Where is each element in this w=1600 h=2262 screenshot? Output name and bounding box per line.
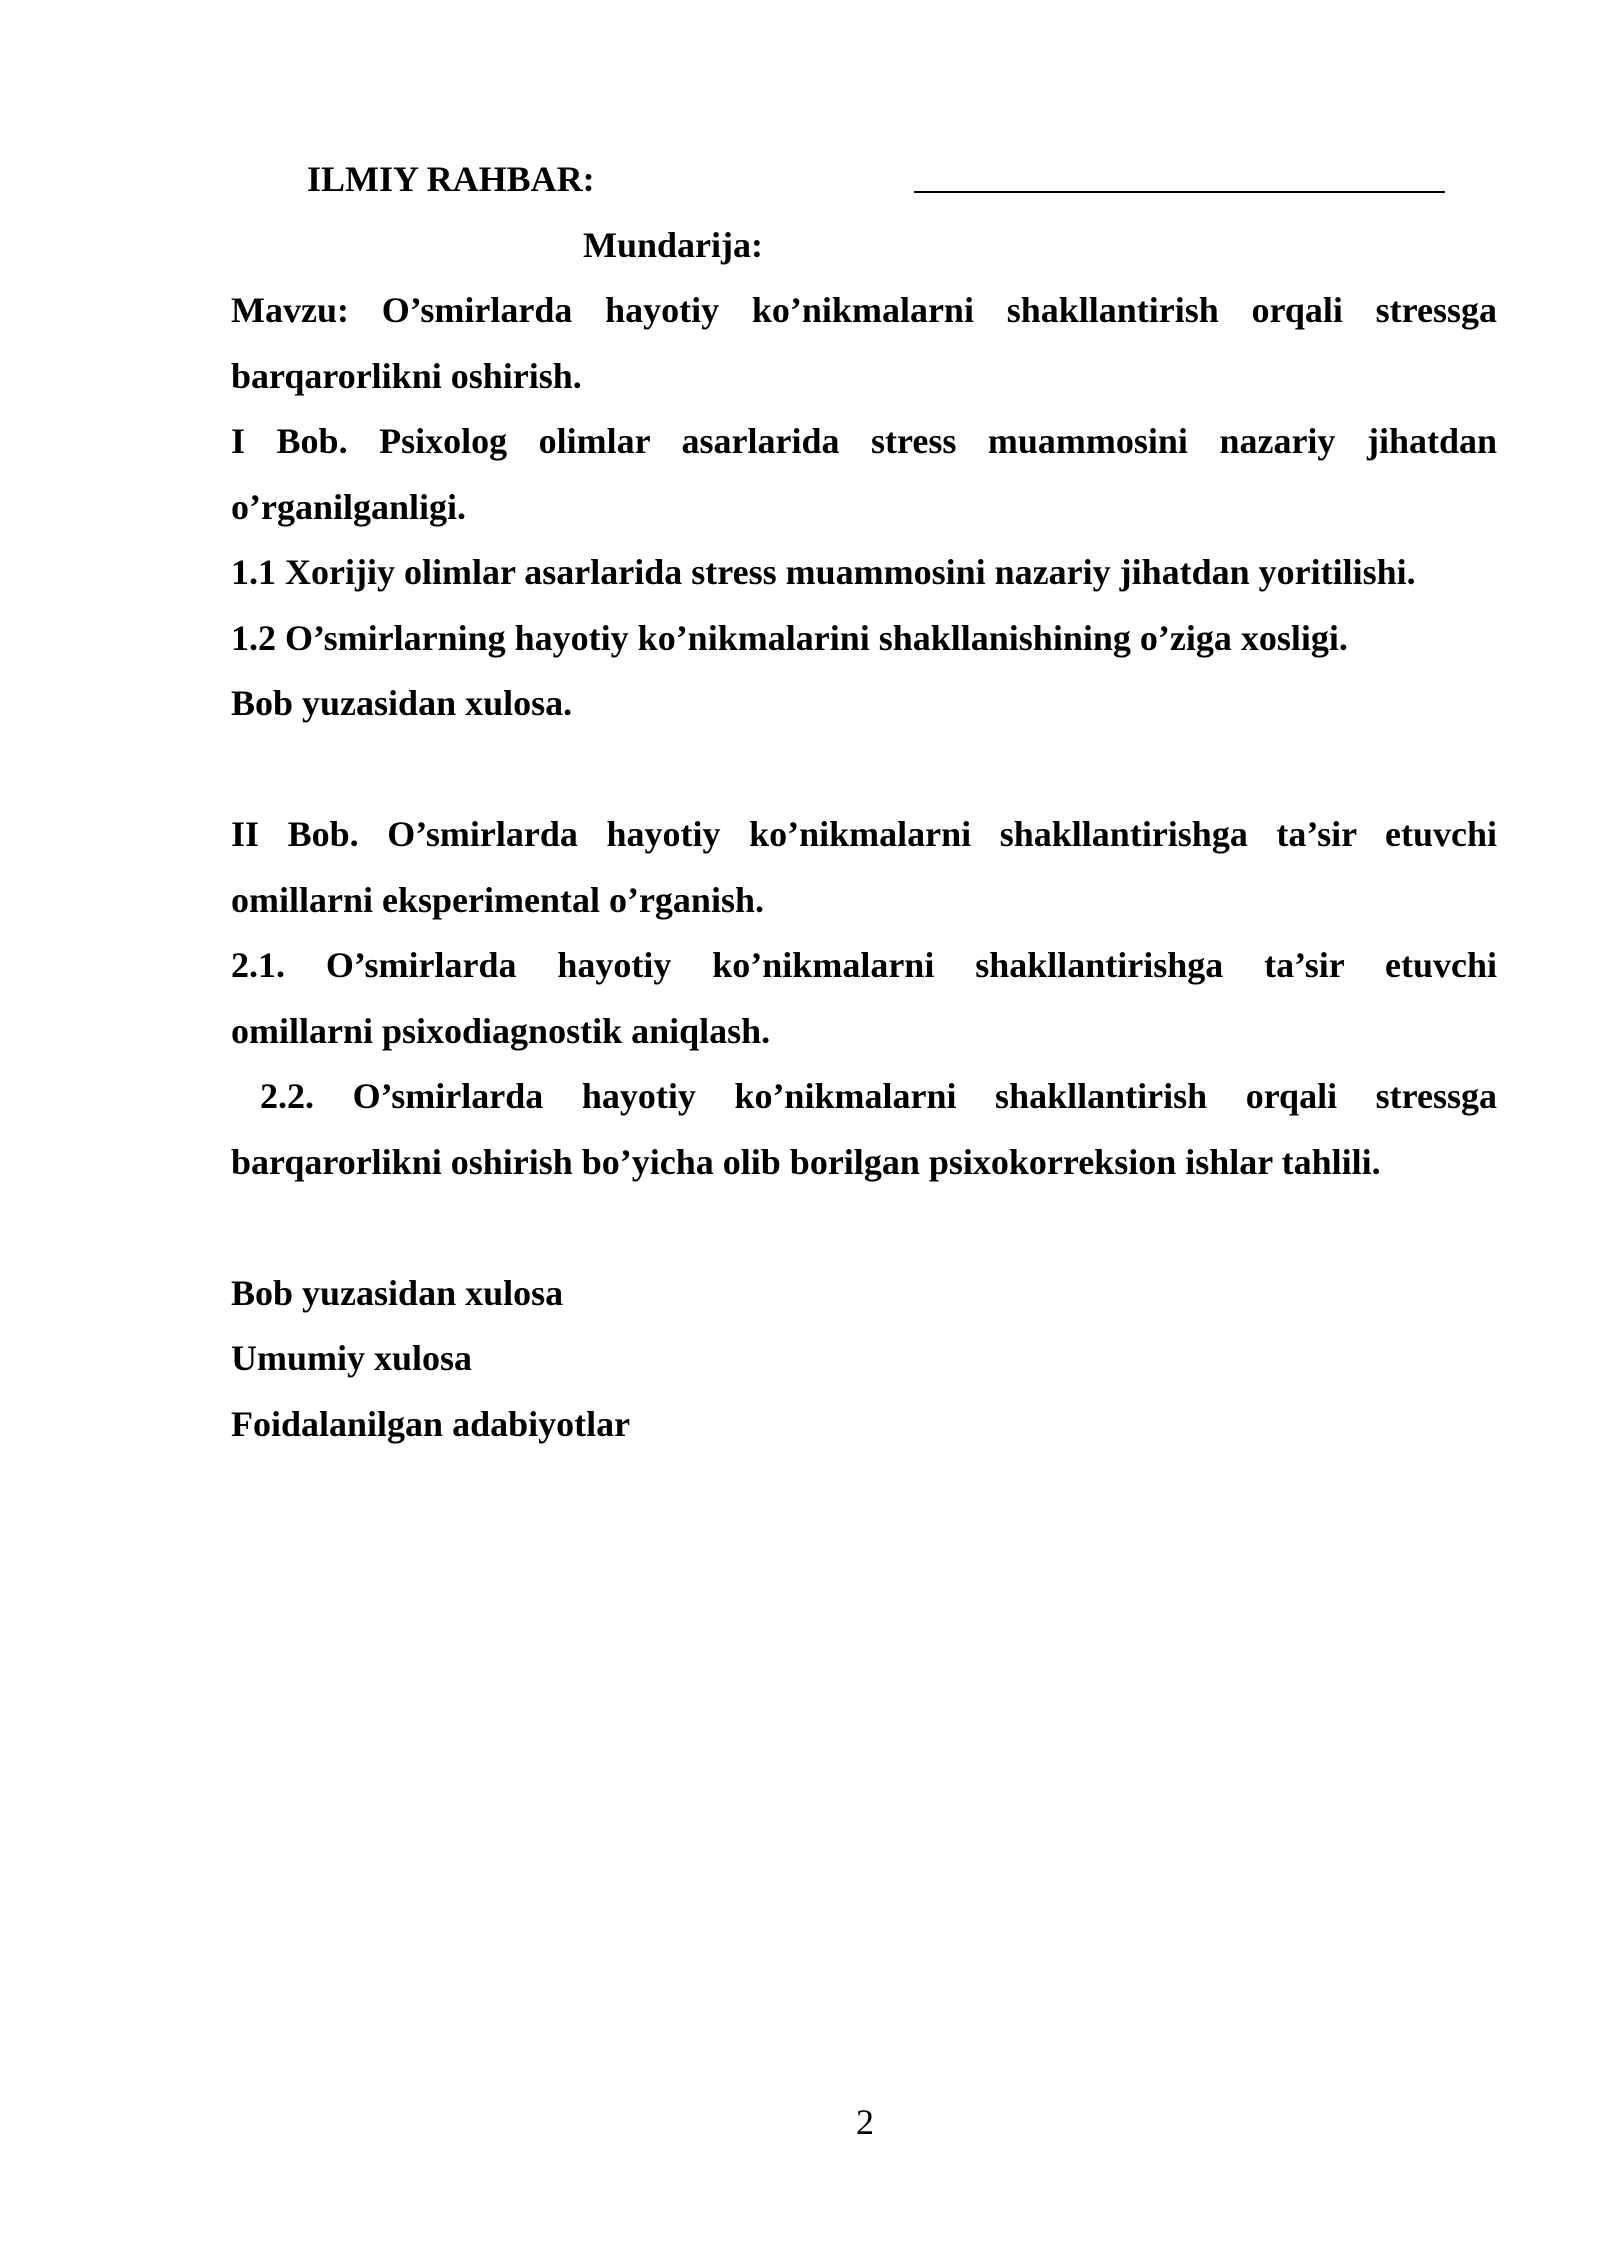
page-content <box>231 147 1497 1457</box>
blank-line <box>231 1195 1497 1261</box>
toc-chapter-1-line-1: I Bob. Psixolog olimlar asarlarida stress muammosini nazariy jihatdan <box>231 421 1497 461</box>
toc-section-1-2: 1.2 O’smirlarning hayotiy ko’nikmalarini shakllanishining o’ziga xosligi. <box>231 617 1348 658</box>
toc-chapter-2-conclusion: Bob yuzasidan xulosa <box>231 1272 564 1313</box>
toc-topic-line-1: Mavzu: O’smirlarda hayotiy ko’nikmalarni shakllantirish orqali stressga <box>231 290 1497 330</box>
toc-title: Mundarija: <box>583 224 763 265</box>
toc-section-2-1-line-2: omillarni psixodiagnostik aniqlash. <box>231 1010 771 1051</box>
toc-section-2-2-line-2: barqarorlikni oshirish bo’yicha olib borilgan psixokorreksion ishlar tahlili. <box>231 1141 1381 1182</box>
toc-section-2-2-line-1: 2.2. O’smirlarda hayotiy ko’nikmalarni shakllantirish orqali stressga <box>260 1076 1497 1116</box>
supervisor-row <box>231 147 1497 213</box>
toc-chapter-1-conclusion: Bob yuzasidan xulosa. <box>231 683 573 723</box>
toc-chapter-2-line-1: II Bob. O’smirlarda hayotiy ko’nikmalarni shakllantirishga ta’sir etuvchi <box>231 814 1497 854</box>
toc-section-2-1-line-1: 2.1. O’smirlarda hayotiy ko’nikmalarni shakllantirishga ta’sir etuvchi <box>231 945 1497 985</box>
toc-general-conclusion: Umumiy xulosa <box>231 1338 473 1378</box>
signature-line <box>914 191 1445 193</box>
supervisor-label: ILMIY RAHBAR: <box>307 159 595 199</box>
toc-section-1-1: 1.1 Xorijiy olimlar asarlarida stress muammosini nazariy jihatdan yoritilishi. <box>231 552 1416 592</box>
blank-line <box>231 737 1497 803</box>
toc-topic-line-2: barqarorlikni oshirish. <box>231 355 582 396</box>
toc-chapter-2-line-2: omillarni eksperimental o’rganish. <box>231 879 764 920</box>
toc-chapter-1-line-2: o’rganilganligi. <box>231 486 467 527</box>
toc-references: Foidalanilgan adabiyotlar <box>231 1403 631 1444</box>
page-number: 2 <box>856 2102 874 2142</box>
